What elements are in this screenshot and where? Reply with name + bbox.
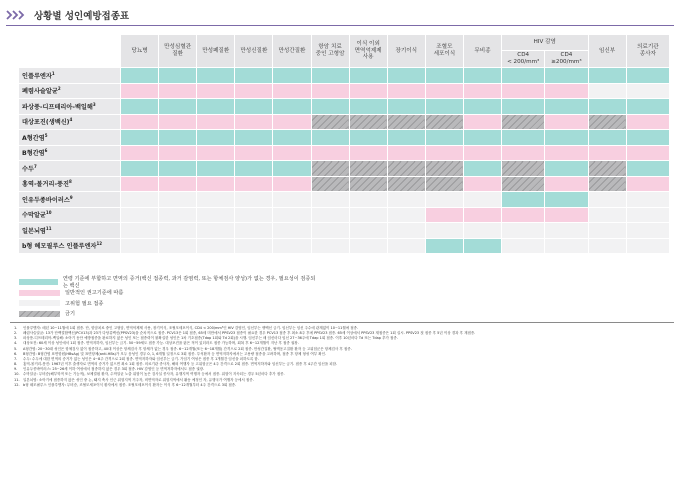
status-cell-hatch — [588, 161, 626, 177]
status-cell-white — [120, 238, 158, 254]
vaccine-label — [19, 99, 121, 115]
page-title: 상황별 성인예방접종표 — [34, 11, 130, 22]
table-row — [19, 223, 670, 239]
title-underline — [6, 25, 674, 26]
status-cell-hatch — [349, 161, 387, 177]
vaccine-name: 수두 — [22, 165, 34, 173]
status-cell-teal — [159, 161, 197, 177]
footnote-ref: 10 — [45, 210, 52, 216]
status-cell-hatch — [311, 161, 349, 177]
status-cell-teal — [588, 99, 626, 115]
status-cell-white — [159, 238, 197, 254]
status-cell-white — [502, 223, 545, 239]
status-cell-pink — [159, 176, 197, 192]
status-cell-white — [387, 223, 425, 239]
col-header-cd4-low: CD4 < 200/mm³ — [502, 51, 545, 68]
vaccine-name: 인플루엔자 — [22, 72, 52, 80]
status-cell-pink — [159, 114, 197, 130]
title-bar — [6, 4, 674, 26]
status-cell-pink — [349, 83, 387, 99]
footnote-number: 2. — [14, 331, 18, 336]
footnote-ref: 5 — [44, 132, 48, 138]
footnote-text: 홍역-볼거리-풍진: 1967년 이후 출생자로 면역의 증거가 없으면 최소 1회 접종. 의료기관 종사자, 해외 여행자 등 고위험군은 4주 간격으로 2회 접종. 면역저하자와 임신부는 금기. 접종 후 4주간 임신을 피함. — [23, 362, 338, 367]
status-cell-white — [387, 207, 425, 223]
status-cell-pink — [545, 145, 588, 161]
vaccine-name: 인유두종바이러스 — [22, 196, 70, 204]
status-cell-white — [311, 192, 349, 208]
legend-text: 일반적인 권고기준에 따름 — [65, 290, 124, 297]
status-cell-teal — [120, 99, 158, 115]
status-cell-white — [626, 192, 669, 208]
status-cell-hatch — [349, 176, 387, 192]
col-header: 이식 이외 면역억제제 사용 — [349, 35, 387, 68]
col-header: 무비종 — [463, 35, 501, 68]
footnote-number: 8. — [14, 362, 18, 367]
table-row — [19, 238, 670, 254]
footnote-number: 9. — [14, 367, 18, 372]
footnote-text: 인유두종바이러스: 25~26세 이하 여성에서 접종하지 않은 경우 3회 접종. HIV 감염인 등 면역저하자에서도 접종 권장. — [23, 367, 205, 372]
status-cell-white — [197, 192, 235, 208]
footnote-text: B형간염: B형간염 표면항원(HBsAg) 및 표면항체(anti-HBs)가 모두 음성인 경우 0, 1, 6개월 일정으로 3회 접종. 투석환자 등 면역저하자에서는 고용량 접종을 고려하며, 접종 후 항체 형성 여부 확인. — [23, 351, 327, 356]
status-cell-pink — [235, 176, 273, 192]
status-cell-pink — [463, 207, 501, 223]
status-cell-teal — [463, 130, 501, 146]
col-header: 만성간질환 — [273, 35, 311, 68]
status-cell-pink — [120, 83, 158, 99]
status-cell-pink — [626, 176, 669, 192]
status-cell-white — [626, 238, 669, 254]
status-cell-white — [545, 223, 588, 239]
status-cell-white — [120, 207, 158, 223]
footnote-number: 6. — [14, 351, 18, 356]
status-cell-pink — [425, 207, 463, 223]
status-cell-hatch — [311, 114, 349, 130]
footnote-number: 11. — [14, 377, 20, 382]
divider — [10, 322, 674, 323]
vaccine-label — [19, 114, 121, 130]
table-row — [19, 176, 670, 192]
vaccine-label — [19, 223, 121, 239]
vaccine-name: 홍역-볼거리-풍진 — [22, 181, 69, 189]
status-cell-teal — [349, 130, 387, 146]
status-cell-pink — [425, 83, 463, 99]
status-cell-teal — [425, 238, 463, 254]
status-cell-white — [159, 207, 197, 223]
status-cell-hatch — [387, 161, 425, 177]
footnote — [14, 383, 672, 388]
status-cell-pink — [626, 145, 669, 161]
status-cell-teal — [463, 238, 501, 254]
status-cell-teal — [197, 68, 235, 84]
status-cell-teal — [273, 161, 311, 177]
vaccine-name: B형간염 — [22, 150, 45, 158]
status-cell-pink — [502, 207, 545, 223]
status-cell-teal — [159, 68, 197, 84]
footnote-text: b형 헤모필루스 인플루엔자: 무비증, 조혈모세포이식 환자에서 접종. 조혈모세포이식 환자는 이식 후 6~12개월부터 4주 간격으로 3회 접종. — [23, 382, 237, 387]
status-cell-teal — [502, 99, 545, 115]
status-cell-teal — [159, 130, 197, 146]
legend-text: 고위험 필요 접종 — [65, 300, 104, 307]
vaccine-label — [19, 130, 121, 146]
legend-swatch — [18, 310, 61, 318]
footnote-ref: 9 — [69, 194, 73, 200]
status-cell-hatch — [502, 161, 545, 177]
status-cell-teal — [387, 130, 425, 146]
legend-swatch — [18, 289, 61, 297]
status-cell-pink — [588, 145, 626, 161]
status-cell-pink — [349, 145, 387, 161]
status-cell-white — [349, 223, 387, 239]
footnote-text: A형간염: 20~30대 성인은 항체검사 없이 접종하고, 40대 이상은 항체검사 후 항체가 없는 경우 접종. 6~12개월(또는 6~18개월) 간격으로 2회 접종. 만성간질환, 혈액응고질환 환자 등 고위험군은 항체검사 후 접종. — [23, 346, 352, 351]
table-row — [19, 161, 670, 177]
status-cell-pink — [120, 176, 158, 192]
table-row — [19, 83, 670, 99]
table-body — [19, 68, 670, 254]
footnote-text: 대상포진: 60세 이상 성인에서 1회 접종. 면역저하자, 임신부는 금기. 50~59세도 접종 가능. 대상포진을 앓은 적이 있더라도 접종 가능하며, 회복 후 6~12개월이 지난 후 접종 권장. — [23, 341, 299, 346]
status-cell-pink — [159, 145, 197, 161]
col-header: 의료기관 종사자 — [626, 35, 669, 68]
status-cell-pink — [545, 207, 588, 223]
status-cell-pink — [463, 145, 501, 161]
status-cell-pink — [311, 83, 349, 99]
col-header: 만성폐질환 — [197, 35, 235, 68]
footnote-ref: 1 — [51, 70, 55, 76]
status-cell-pink — [463, 176, 501, 192]
status-cell-teal — [311, 68, 349, 84]
status-cell-white — [349, 192, 387, 208]
status-cell-white — [588, 207, 626, 223]
status-cell-white — [626, 83, 669, 99]
status-cell-pink — [463, 83, 501, 99]
status-cell-white — [235, 238, 273, 254]
table-row — [19, 192, 670, 208]
status-cell-pink — [626, 114, 669, 130]
footnote-text: 폐렴사슬알균: 13가 단백결합백신(PCV13)과 23가 다당류백신(PPSV23)을 순차적으로 접종. PCV13은 1회 접종, 65세 미만에서 PPSV23 접종이 필요한 경우 PCV13 접종 후 최소 8주 후에 PPSV23 접종. 65세 이상에서 PPSV23 재접종은 1회 실시. PPSV23 첫 접종 후 5년 이상 경과 후 재접종. — [23, 331, 476, 336]
status-cell-teal — [235, 130, 273, 146]
vaccine-label — [19, 176, 121, 192]
status-cell-teal — [235, 68, 273, 84]
status-cell-teal — [120, 68, 158, 84]
status-cell-hatch — [502, 114, 545, 130]
vaccine-name: 폐렴사슬알균 — [22, 88, 58, 96]
status-cell-teal — [588, 68, 626, 84]
status-cell-teal — [349, 99, 387, 115]
corner-cell — [19, 35, 121, 68]
status-cell-white — [273, 192, 311, 208]
status-cell-white — [197, 207, 235, 223]
status-cell-teal — [235, 99, 273, 115]
status-cell-pink — [235, 114, 273, 130]
status-cell-teal — [626, 68, 669, 84]
footnote-text: 일본뇌염: 소아기에 접종하지 않은 성인 중 논, 돼지 축사 인근 위험지역 거주자, 비면역자로 위험지역에서 활동 예정인 자, 유행국가 여행자 등에서 접종. — [23, 377, 254, 382]
vaccine-label — [19, 192, 121, 208]
status-cell-white — [120, 192, 158, 208]
status-cell-pink — [545, 83, 588, 99]
status-cell-white — [349, 238, 387, 254]
footnote-ref: 8 — [68, 179, 72, 185]
status-cell-white — [588, 223, 626, 239]
status-cell-white — [588, 192, 626, 208]
vaccine-name: A형간염 — [22, 134, 45, 142]
table-row — [19, 130, 670, 146]
footnote-text: 수두: 수두에 대한 면역의 증거가 없는 성인은 4~8주 간격으로 2회 접종. 면역저하자와 임신부는 금기. 가임기 여성은 접종 후 1개월간 임신을 피하도록 함. — [23, 356, 259, 361]
status-cell-pink — [387, 83, 425, 99]
schedule-table-wrap — [18, 34, 670, 254]
status-cell-white — [159, 192, 197, 208]
vaccine-name: 파상풍-디프테리아-백일해 — [22, 103, 93, 111]
col-header: 만성심혈관 질환 — [159, 35, 197, 68]
status-cell-pink — [235, 83, 273, 99]
status-cell-pink — [273, 145, 311, 161]
footnote-ref: 6 — [44, 148, 48, 154]
status-cell-pink — [502, 145, 545, 161]
col-header: 당뇨병 — [120, 35, 158, 68]
status-cell-pink — [159, 83, 197, 99]
status-cell-white — [502, 238, 545, 254]
status-cell-hatch — [588, 114, 626, 130]
legend-swatch — [18, 299, 61, 307]
status-cell-white — [311, 223, 349, 239]
table-row — [19, 114, 670, 130]
status-cell-pink — [311, 145, 349, 161]
status-cell-pink — [502, 83, 545, 99]
status-cell-teal — [545, 130, 588, 146]
legend-item — [18, 277, 318, 288]
footnote-text: 파상풍-디프테리아-백일해: 소아기 동안 예방접종을 완료하지 않은 성인 또는 접종력이 불확실한 성인은 1차 기초접종(Tdap 1회와 Td 2회)을 시행. 임신부는 매 임신마다 임신 27~36주에 Tdap 1회 접종. 이후 10년마다 Td 또는 Tdap 추가 접종. — [23, 336, 398, 341]
col-header: 항암 치료 중인 고형암 — [311, 35, 349, 68]
status-cell-white — [197, 238, 235, 254]
vaccine-label — [19, 83, 121, 99]
status-cell-hatch — [425, 176, 463, 192]
footnote-ref: 2 — [57, 86, 61, 92]
status-cell-pink — [273, 176, 311, 192]
status-cell-pink — [463, 114, 501, 130]
status-cell-white — [120, 223, 158, 239]
footnote-number: 4. — [14, 341, 18, 346]
status-cell-teal — [502, 68, 545, 84]
status-cell-white — [273, 238, 311, 254]
status-cell-white — [311, 207, 349, 223]
status-cell-pink — [545, 176, 588, 192]
status-cell-teal — [463, 161, 501, 177]
status-cell-hatch — [588, 176, 626, 192]
status-cell-white — [235, 192, 273, 208]
status-cell-white — [425, 223, 463, 239]
status-cell-teal — [502, 130, 545, 146]
footnote-number: 3. — [14, 336, 18, 341]
status-cell-teal — [273, 130, 311, 146]
status-cell-teal — [545, 161, 588, 177]
status-cell-pink — [197, 83, 235, 99]
status-cell-white — [235, 207, 273, 223]
footnote-text: 인플루엔자: 매년 10~11월에 1회 접종. 단, 항암치료 중인 고형암, 면역억제제 사용, 장기이식, 조혈모세포이식, CD4 < 200/mm³인 HIV 감염인, 임신부는 생백신 금기. 임신부는 임신 주수에 관계없이 10~11월에 접종. — [23, 326, 359, 330]
status-cell-teal — [545, 99, 588, 115]
chevrons-icon — [6, 10, 28, 20]
footnote-number: 10. — [14, 372, 20, 377]
legend-text: 금기 — [65, 311, 76, 318]
status-cell-teal — [626, 130, 669, 146]
status-cell-white — [387, 192, 425, 208]
status-cell-white — [311, 238, 349, 254]
status-cell-teal — [349, 68, 387, 84]
status-cell-white — [425, 192, 463, 208]
status-cell-teal — [626, 99, 669, 115]
status-cell-teal — [545, 192, 588, 208]
vaccine-label — [19, 207, 121, 223]
footnote-number: 5. — [14, 346, 18, 351]
status-cell-white — [588, 238, 626, 254]
status-cell-teal — [197, 161, 235, 177]
status-cell-white — [463, 223, 501, 239]
status-cell-teal — [120, 161, 158, 177]
table-row — [19, 145, 670, 161]
status-cell-pink — [235, 145, 273, 161]
footnote-text: 수막알균: 무비증(해부학적 또는 기능적), 보체결핍 환자, 수막알균 노출 위험이 높은 검사실 종사자, 유행지역 여행자 등에서 접종. 위험이 지속되는 경우 5년마다 추가 접종. — [23, 372, 285, 377]
status-cell-pink — [120, 114, 158, 130]
legend-swatch — [18, 278, 59, 286]
status-cell-teal — [120, 130, 158, 146]
schedule-table — [18, 34, 670, 254]
status-cell-teal — [545, 68, 588, 84]
vaccine-name: b형 헤모필루스 인플루엔자 — [22, 243, 97, 251]
status-cell-hatch — [387, 176, 425, 192]
status-cell-teal — [235, 161, 273, 177]
status-cell-hatch — [387, 114, 425, 130]
vaccine-label — [19, 161, 121, 177]
status-cell-teal — [387, 99, 425, 115]
status-cell-pink — [425, 145, 463, 161]
status-cell-white — [588, 83, 626, 99]
status-cell-white — [273, 207, 311, 223]
table-row — [19, 99, 670, 115]
vaccine-name: 일본뇌염 — [22, 227, 46, 235]
status-cell-teal — [197, 99, 235, 115]
footnote-ref: 7 — [33, 163, 37, 169]
status-cell-pink — [387, 145, 425, 161]
status-cell-teal — [197, 130, 235, 146]
col-header: 조혈모 세포이식 — [425, 35, 463, 68]
footnote-ref: 11 — [45, 225, 52, 231]
legend-item — [18, 309, 318, 320]
status-cell-pink — [197, 114, 235, 130]
status-cell-white — [159, 223, 197, 239]
col-header: 장기이식 — [387, 35, 425, 68]
status-cell-teal — [273, 99, 311, 115]
status-cell-pink — [120, 145, 158, 161]
status-cell-hatch — [311, 176, 349, 192]
status-cell-hatch — [502, 176, 545, 192]
footnote-ref: 4 — [69, 117, 73, 123]
status-cell-white — [626, 223, 669, 239]
vaccine-name: 대상포진(생백신) — [22, 119, 70, 127]
status-cell-teal — [311, 99, 349, 115]
col-header: 만성신질환 — [235, 35, 273, 68]
status-cell-teal — [588, 130, 626, 146]
status-cell-white — [349, 207, 387, 223]
footnotes — [14, 326, 672, 388]
status-cell-white — [235, 223, 273, 239]
footnote-number: 1. — [14, 326, 18, 330]
status-cell-white — [197, 223, 235, 239]
status-cell-teal — [463, 68, 501, 84]
vaccine-label — [19, 145, 121, 161]
status-cell-hatch — [425, 161, 463, 177]
status-cell-teal — [311, 130, 349, 146]
status-cell-hatch — [425, 114, 463, 130]
status-cell-teal — [159, 99, 197, 115]
status-cell-pink — [273, 83, 311, 99]
status-cell-pink — [545, 114, 588, 130]
vaccine-label — [19, 68, 121, 84]
status-cell-pink — [197, 176, 235, 192]
footnote-ref: 3 — [92, 101, 96, 107]
status-cell-teal — [425, 130, 463, 146]
status-cell-teal — [387, 68, 425, 84]
status-cell-teal — [463, 99, 501, 115]
legend-text: 연령 기준에 부합하고 면역의 증거(백신 접종력, 과거 감염력, 또는 항체검사 양성)가 없는 경우, 필요성이 검증되는 백신 — [62, 276, 316, 290]
status-cell-white — [387, 238, 425, 254]
col-header-hiv: HIV 감염 — [502, 35, 589, 51]
vaccine-label — [19, 238, 121, 254]
status-cell-pink — [273, 114, 311, 130]
status-cell-hatch — [349, 114, 387, 130]
table-row — [19, 68, 670, 84]
status-cell-white — [273, 223, 311, 239]
col-header-cd4-high: CD4 ≥200/mm³ — [545, 51, 588, 68]
footnote-number: 12. — [14, 382, 20, 387]
table-row — [19, 207, 670, 223]
status-cell-teal — [273, 68, 311, 84]
status-cell-pink — [197, 145, 235, 161]
legend — [18, 277, 318, 319]
status-cell-teal — [502, 192, 545, 208]
status-cell-white — [463, 192, 501, 208]
status-cell-white — [545, 238, 588, 254]
footnote-number: 7. — [14, 356, 18, 361]
footnote-ref: 12 — [96, 241, 103, 247]
status-cell-teal — [626, 161, 669, 177]
vaccine-name: 수막알균 — [22, 212, 46, 220]
legend-item — [18, 298, 318, 309]
status-cell-teal — [425, 68, 463, 84]
col-header: 임신부 — [588, 35, 626, 68]
status-cell-white — [626, 207, 669, 223]
status-cell-teal — [425, 99, 463, 115]
